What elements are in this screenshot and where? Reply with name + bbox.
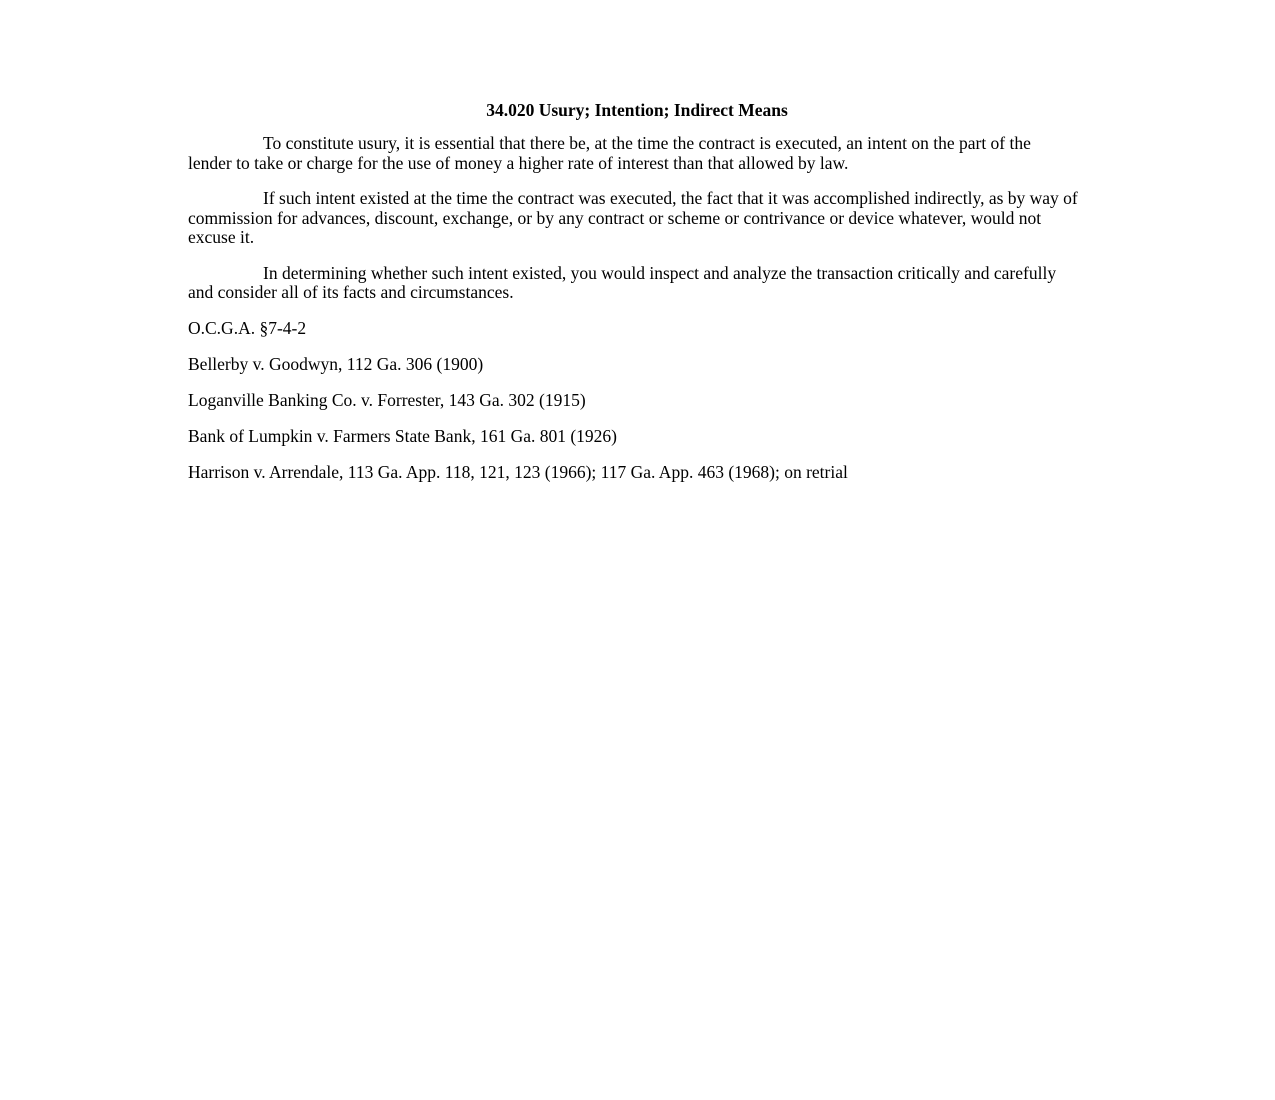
citation-statute: O.C.G.A. §7-4-2	[188, 317, 307, 338]
document-page	[188, 98, 1078, 499]
document-title: 34.020 Usury; Intention; Indirect Means	[486, 100, 788, 120]
citation-case: Loganville Banking Co. v. Forrester, 143 Ga. 302 (1915)	[188, 389, 586, 410]
paragraph-usury-definition: To constitute usury, it is essential that there be, at the time the contract is executed, an intent on the part of the lender to take or charge for the use of money a higher rate of interest than that allowed by law.	[188, 133, 1031, 173]
citation-case: Bank of Lumpkin v. Farmers State Bank, 161 Ga. 801 (1926)	[188, 425, 618, 446]
citation-case: Bellerby v. Goodwyn, 112 Ga. 306 (1900)	[188, 353, 484, 374]
paragraph-determining-intent: In determining whether such intent existed, you would inspect and analyze the transaction critically and carefully and consider all of its facts and circumstances.	[188, 262, 1057, 302]
paragraph-indirect-means: If such intent existed at the time the contract was executed, the fact that it was accomplished indirectly, as by way of commission for advances, discount, exchange, or by any contract or scheme or contrivance or device whatever, would not excuse it.	[188, 188, 1078, 247]
citation-case: Harrison v. Arrendale, 113 Ga. App. 118, 121, 123 (1966); 117 Ga. App. 463 (1968); on retrial	[188, 461, 848, 482]
